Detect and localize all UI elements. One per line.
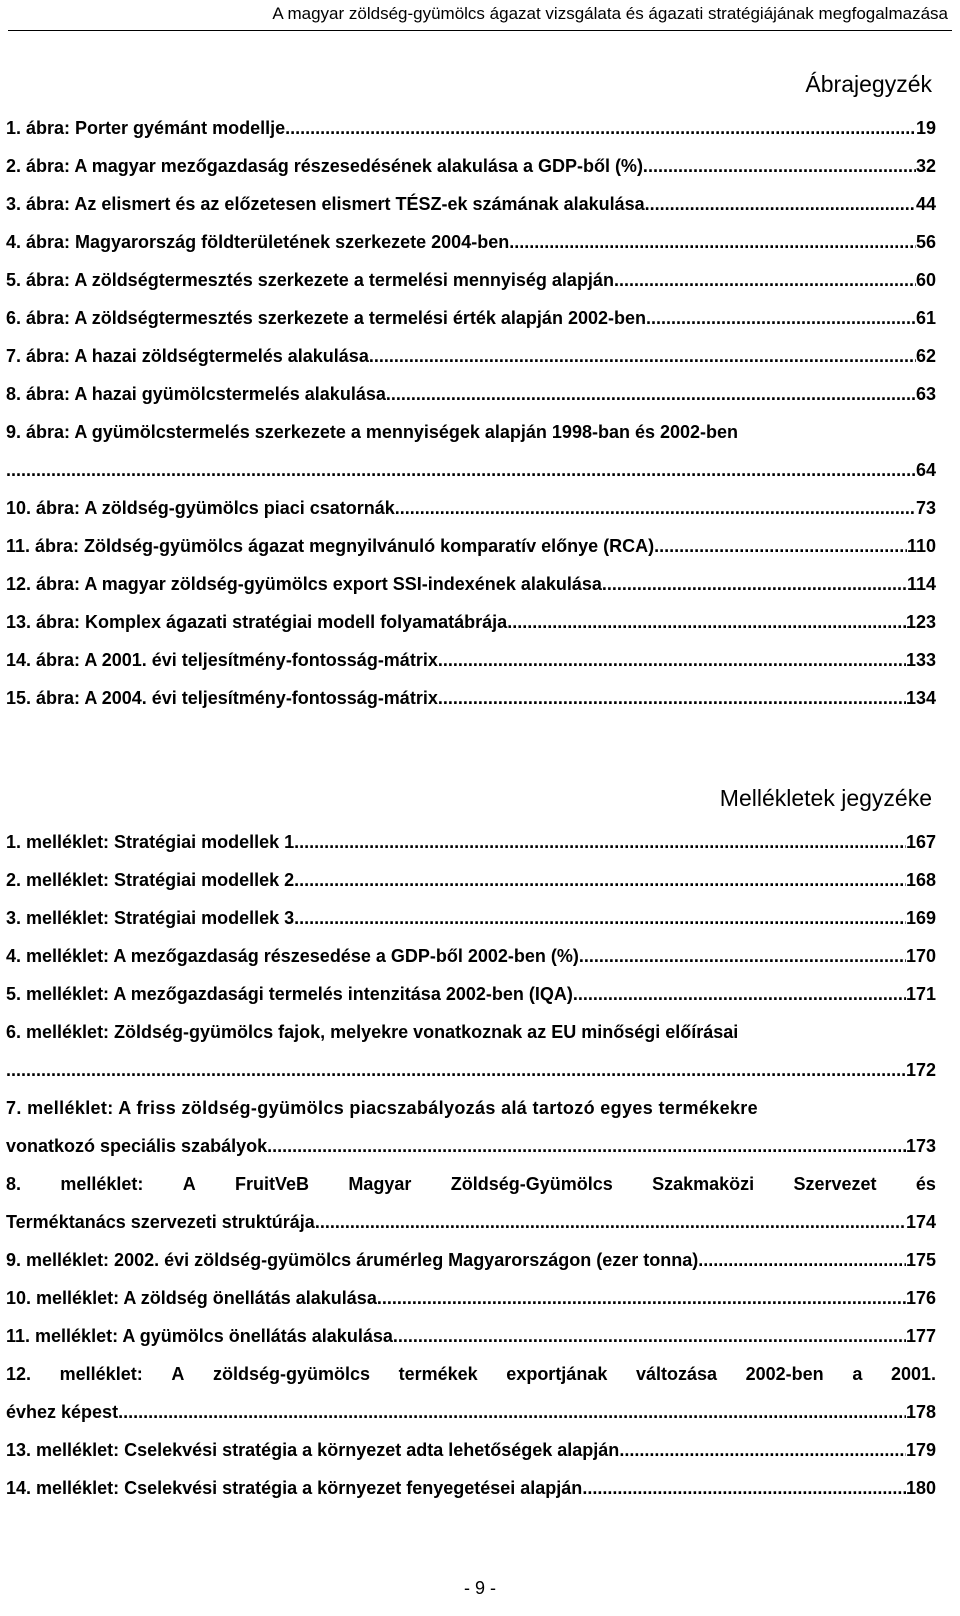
figure-entry[interactable]: 2. ábra: A magyar mezőgazdaság részesedésének alakulása a GDP-ből (%). ..... 32	[6, 147, 936, 185]
figure-entry[interactable]: 9. ábra: A gyümölcstermelés szerkezete a mennyiségek alapján 1998-ban és 2002-ben ..... 64	[6, 413, 936, 489]
annex-entry[interactable]: 14. melléklet: Cselekvési stratégia a környezet fenyegetései alapján ..... 180	[6, 1469, 936, 1507]
figure-entry[interactable]: 11. ábra: Zöldség-gyümölcs ágazat megnyilvánuló komparatív előnye (RCA) ..... 110	[6, 527, 936, 565]
running-header: A magyar zöldség-gyümölcs ágazat vizsgálata és ágazati stratégiájának megfogalmazása	[272, 4, 948, 23]
annex-entry[interactable]: 8. melléklet: A FruitVeB Magyar Zöldség-Gyümölcs Szakmaközi Szervezet és Terméktanács szervezeti struktúrája ..... 174	[6, 1165, 936, 1241]
entry-label-word: 8.	[6, 1174, 22, 1194]
entry-label-word: a	[852, 1364, 863, 1384]
figure-entry[interactable]: 8. ábra: A hazai gyümölcstermelés alakulása ..... 63	[6, 375, 936, 413]
entry-label-word: zöldség-gyümölcs	[212, 1364, 370, 1384]
figure-entry[interactable]: 14. ábra: A 2001. évi teljesítmény-fontosság-mátrix ..... 133	[6, 641, 936, 679]
annex-entry[interactable]: 5. melléklet: A mezőgazdasági termelés intenzitása 2002-ben (IQA) ..... 171	[6, 975, 936, 1013]
figure-entry[interactable]: 15. ábra: A 2004. évi teljesítmény-fontosság-mátrix ..... 134	[6, 679, 936, 717]
annexes-list	[6, 823, 936, 1507]
entry-label-word: A	[171, 1364, 185, 1384]
entry-label-word: exportjának	[506, 1364, 608, 1384]
page-number: - 9 -	[463, 1578, 496, 1598]
entry-label-word: 12.	[6, 1364, 32, 1384]
entry-label-word: melléklet:	[59, 1364, 143, 1384]
annex-entry[interactable]: 10. melléklet: A zöldség önellátás alakulása ..... 176	[6, 1279, 936, 1317]
figure-entry[interactable]: 12. ábra: A magyar zöldség-gyümölcs export SSI-indexének alakulása ..... 114	[6, 565, 936, 603]
annex-entry[interactable]: 1. melléklet: Stratégiai modellek 1 ..... 167	[6, 823, 936, 861]
figure-entry[interactable]: 6. ábra: A zöldségtermesztés szerkezete a termelési érték alapján 2002-ben ..... 61	[6, 299, 936, 337]
figures-title: Ábrajegyzék	[805, 71, 932, 97]
entry-label-word: Szervezet	[793, 1174, 877, 1194]
entry-label-word: és	[915, 1174, 936, 1194]
figures-list	[6, 109, 936, 717]
annexes-title: Mellékletek jegyzéke	[719, 785, 932, 811]
figure-entry[interactable]: 1. ábra: Porter gyémánt modellje ..... 19	[6, 109, 936, 147]
figure-entry[interactable]: 4. ábra: Magyarország földterületének szerkezete 2004-ben ..... 56	[6, 223, 936, 261]
annex-entry[interactable]: 4. melléklet: A mezőgazdaság részesedése a GDP-ből 2002-ben (%) ..... 170	[6, 937, 936, 975]
header-rule	[8, 30, 952, 31]
annex-entry[interactable]: 7. melléklet: A friss zöldség-gyümölcs piacszabályozás alá tartozó egyes termékekre vonatkozó speciális szabályok ..... 173	[6, 1089, 936, 1165]
figure-entry[interactable]: 13. ábra: Komplex ágazati stratégiai modell folyamatábrája ..... 123	[6, 603, 936, 641]
entry-label-word: változása	[635, 1364, 718, 1384]
entry-label-word: 2002-ben	[745, 1364, 824, 1384]
entry-label-word: Zöldség-Gyümölcs	[450, 1174, 613, 1194]
annex-entry[interactable]: 9. melléklet: 2002. évi zöldség-gyümölcs árumérleg Magyarországon (ezer tonna) ..... 175	[6, 1241, 936, 1279]
entry-label-word: A	[182, 1174, 196, 1194]
figure-entry[interactable]: 10. ábra: A zöldség-gyümölcs piaci csatornák ..... 73	[6, 489, 936, 527]
entry-label-word: Magyar	[348, 1174, 412, 1194]
annex-entry[interactable]: 6. melléklet: Zöldség-gyümölcs fajok, melyekre vonatkoznak az EU minőségi előírásai ..... 172	[6, 1013, 936, 1089]
annex-entry[interactable]: 13. melléklet: Cselekvési stratégia a környezet adta lehetőségek alapján ..... 179	[6, 1431, 936, 1469]
figure-entry[interactable]: 7. ábra: A hazai zöldségtermelés alakulása ..... 62	[6, 337, 936, 375]
annex-entry[interactable]: 12. melléklet: A zöldség-gyümölcs termékek exportjának változása 2002-ben a 2001. évhez képest ..... 178	[6, 1355, 936, 1431]
annex-entry[interactable]: 11. melléklet: A gyümölcs önellátás alakulása ..... 177	[6, 1317, 936, 1355]
entry-label-word: termékek	[398, 1364, 478, 1384]
figure-entry[interactable]: 5. ábra: A zöldségtermesztés szerkezete a termelési mennyiség alapján ..... 60	[6, 261, 936, 299]
annex-entry[interactable]: 2. melléklet: Stratégiai modellek 2 ..... 168	[6, 861, 936, 899]
entry-label-word: 2001.	[890, 1364, 936, 1384]
entry-label-word: Szakmaközi	[652, 1174, 755, 1194]
figure-entry[interactable]: 3. ábra: Az elismert és az előzetesen elismert TÉSZ-ek számának alakulása ..... 44	[6, 185, 936, 223]
entry-label-word: FruitVeB	[235, 1174, 310, 1194]
annex-entry[interactable]: 3. melléklet: Stratégiai modellek 3 ..... 169	[6, 899, 936, 937]
entry-label-word: melléklet:	[60, 1174, 144, 1194]
